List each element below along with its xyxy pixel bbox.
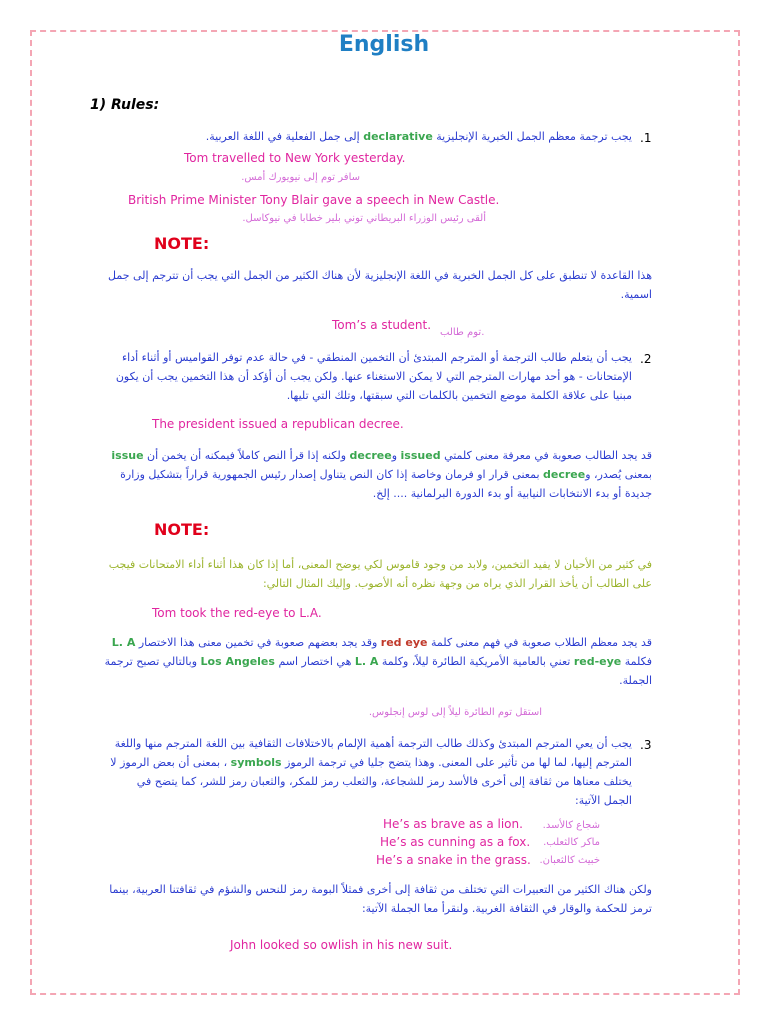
explanation-text: ولكنه إذا قرأ النص كاملاً فيمكنه أن يخمن أن — [147, 449, 347, 462]
keyword: L. A — [111, 636, 136, 649]
rule-3-text-b: ، بمعنى أن بعض الرموز لا يختلف معناها من ثقافة إلى أخرى فالأسد رمز للشجاعة، والثعلب رمز للمكر، والثعبان رمز للشر، كما يتضح في الجمل الآتية: — [110, 756, 632, 807]
note-heading: NOTE: — [154, 520, 210, 539]
section-heading: 1) Rules: — [90, 97, 160, 113]
example-ar: شجاع كالأسد. — [542, 820, 600, 831]
rule-2-explanation — [104, 446, 652, 503]
keyword: Los Angeles — [200, 655, 275, 668]
explanation-text: وبالتالي تصبح ترجمة الجملة. — [104, 655, 652, 687]
keyword: issued — [400, 449, 441, 462]
explanation-text: بمعنى قرار او فرمان وخاصة إذا كان النص يتناول إصدار رئيس الجمهورية قراراً بتشكيل وزارة جديدة أو بدء الانتخابات النيابية أو بدء الدورة البرلمانية .... إلخ. — [120, 468, 652, 500]
item-number: .2 — [640, 352, 652, 366]
explanation-text: قد يجد معظم الطلاب صعوبة في فهم معنى كلمة — [430, 636, 652, 649]
keyword: decree — [543, 468, 586, 481]
example-ar: ماكر كالثعلب. — [543, 837, 600, 848]
explanation-text: فكلمة — [624, 655, 652, 668]
example-en: British Prime Minister Tony Blair gave a speech in New Castle. — [128, 193, 500, 207]
example-en: He’s as brave as a lion. — [383, 817, 523, 831]
note-1-text: هذا القاعدة لا تنطبق على كل الجمل الخبرية في اللغة الإنجليزية لأن هناك الكثير من الجمل التي يجب أن تترجم إلى جمل اسمية. — [108, 269, 652, 301]
explanation-text: وقد يجد بعضهم صعوبة في تخمين معنى هذا الاختصار — [138, 636, 378, 649]
rule-3-text — [106, 734, 632, 810]
example-en: He’s as cunning as a fox. — [380, 835, 531, 849]
example-en: Tom’s a student. — [332, 318, 432, 332]
example-ar: توم طالب. — [440, 327, 485, 338]
example-ar: خبيث كالثعبان. — [539, 855, 600, 866]
rule-3-text-a: يجب أن يعي المترجم المبتدئ وكذلك طالب الترجمة أهمية الإلمام بالاختلافات الثقافية بين اللغة المترجم منها واللغة المترجم إليها، لما لها من تأثير على المعنى. وهذا يتضح جليا في ترجمة الرموز — [114, 737, 632, 769]
item-number: .1 — [640, 131, 652, 145]
explanation-text: هي اختصار اسم — [278, 655, 352, 668]
keyword: issue — [111, 449, 144, 462]
keyword: declarative — [363, 130, 433, 143]
rule-2-text: يجب أن يتعلم طالب الترجمة أو المترجم المبتدئ أن التخمين المنطقي - في حالة عدم توفر القواميس أو أثناء أداء الإمتحانات - هو أحد مهارات المترجم التي لا يمكن الاستغناء عنها. ولكن يجب أن أؤكد أن هذا التخمين يجب أن يكون مبنيا على علاقة الكلمة موضع التخمين بالكلمات التي سبقتها، وتلك التي تليها. — [115, 351, 632, 402]
keyword: red-eye — [573, 655, 622, 668]
explanation-text: و — [391, 449, 398, 462]
example-ar: ألقى رئيس الوزراء البريطاني توني بلير خطابا في نيوكاسل. — [242, 213, 486, 224]
keyword: L. A — [354, 655, 379, 668]
item-number: .3 — [640, 738, 652, 752]
redeye-explanation — [104, 633, 652, 690]
example-en: John looked so owlish in his new suit. — [230, 938, 453, 952]
keyword: decree — [349, 449, 392, 462]
note-heading: NOTE: — [154, 234, 210, 253]
example-en: Tom took the red-eye to L.A. — [152, 606, 322, 620]
example-en: The president issued a republican decree. — [152, 417, 404, 431]
page-title: English — [338, 32, 430, 57]
explanation-text: قد يجد الطالب صعوبة في معرفة معنى كلمتي — [444, 449, 652, 462]
rule-1-text — [150, 127, 632, 146]
example-ar: استقل توم الطائرة ليلاً إلى لوس إنجلوس. — [368, 707, 542, 718]
example-ar: سافر توم إلى نيويورك أمس. — [241, 172, 360, 183]
example-en: Tom travelled to New York yesterday. — [184, 151, 406, 165]
closing-text: ولكن هناك الكثير من التعبيرات التي تختلف من ثقافة إلى أخرى فمثلاً البومة رمز للنحس والشؤم في ثقافتنا العربية، بينما ترمز للحكمة والوقار في الثقافة الغربية. ولنقرأ معا الجملة الآتية: — [109, 883, 652, 915]
example-en: He’s a snake in the grass. — [376, 853, 531, 867]
rule-1-text-a: يجب ترجمة معظم الجمل الخبرية الإنجليزية — [436, 130, 632, 143]
rule-1-text-b: إلى جمل الفعلية في اللغة العربية. — [205, 130, 360, 143]
keyword: symbols — [230, 756, 282, 769]
note-2-text: في كثير من الأحيان لا يفيد التخمين، ولابد من وجود قاموس لكي يوضح المعنى، أما إذا كان هذا أثناء أداء الامتحانات فيجب على الطالب أن يأخذ القرار الذي يراه من وجهة نظره أنه الأصوب. وإليك المثال التالي: — [108, 558, 652, 590]
page-border — [30, 30, 740, 995]
explanation-text: تعني بالعامية الأمريكية الطائرة ليلاً، وكلمة — [381, 655, 571, 668]
explanation-text: بمعنى يُصدر، و — [585, 468, 652, 481]
keyword: red eye — [380, 636, 428, 649]
